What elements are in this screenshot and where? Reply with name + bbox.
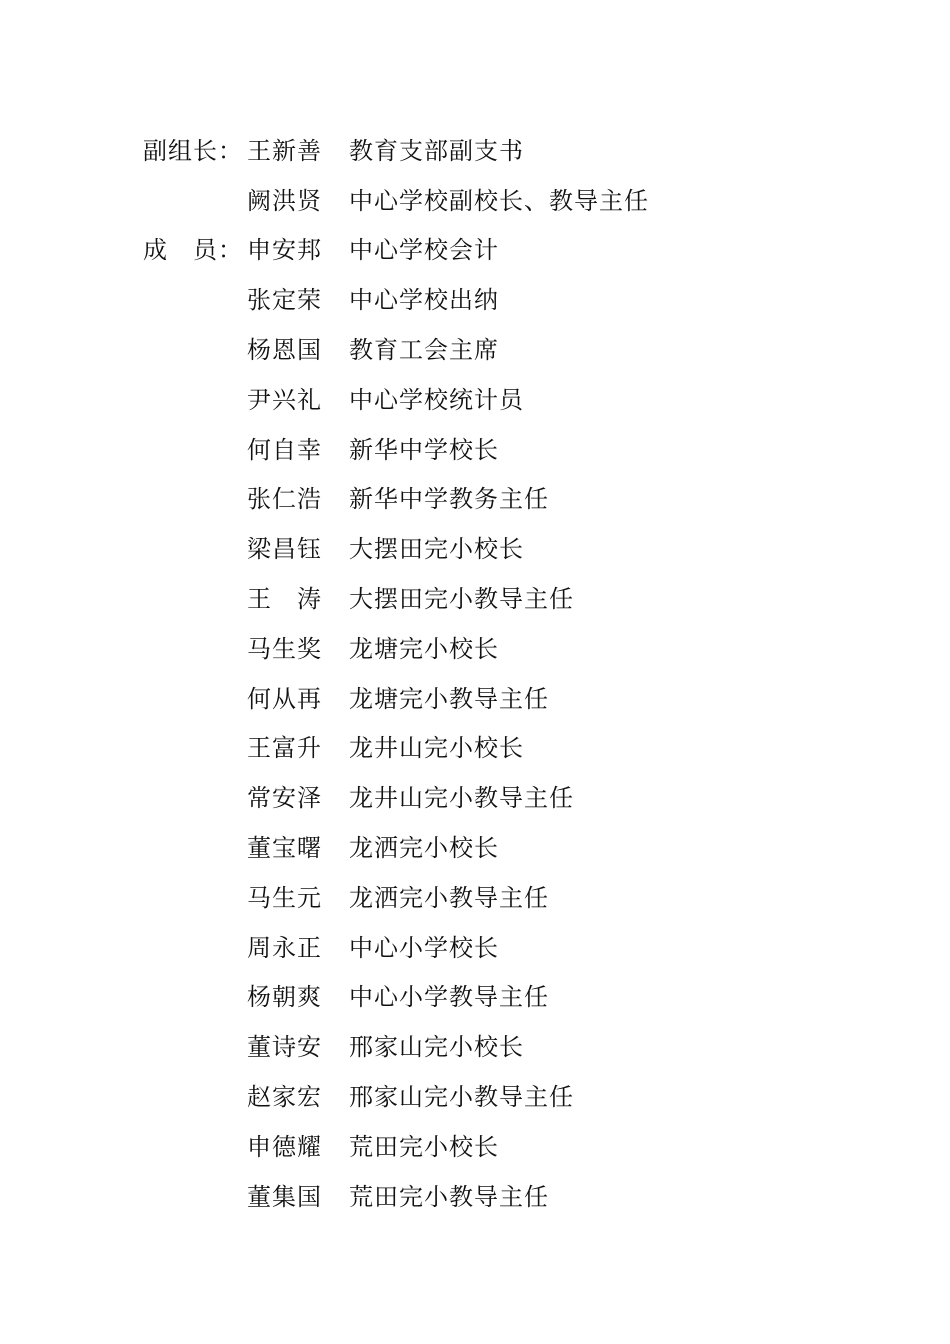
roster-row	[143, 923, 649, 973]
roster-member-name: 王 涛	[247, 585, 322, 614]
roster-member-name: 申安邦	[247, 236, 322, 265]
roster-row	[143, 176, 649, 226]
roster-row	[143, 1122, 649, 1172]
roster-member-position: 新华中学教务主任	[349, 485, 549, 514]
roster-row	[143, 524, 649, 574]
roster-member-name: 杨恩国	[247, 336, 322, 365]
roster-row	[143, 973, 649, 1023]
roster-member-name: 董诗安	[247, 1033, 322, 1062]
roster-row	[143, 275, 649, 325]
roster-role-label: 副组长：	[143, 136, 243, 165]
roster-member-name: 尹兴礼	[247, 385, 322, 414]
roster-member-position: 龙塘完小教导主任	[349, 684, 549, 713]
roster-member-position: 大摆田完小校长	[349, 535, 524, 564]
roster-member-position: 新华中学校长	[349, 435, 499, 464]
roster-row	[143, 325, 649, 375]
roster-member-position: 教育工会主席	[349, 336, 499, 365]
roster-row	[143, 724, 649, 774]
roster-member-position: 龙洒完小校长	[349, 834, 499, 863]
roster-member-position: 邢家山完小校长	[349, 1033, 524, 1062]
roster-member-name: 董集国	[247, 1182, 322, 1211]
roster-member-position: 中心学校会计	[349, 236, 499, 265]
roster-member-name: 何自幸	[247, 435, 322, 464]
roster-member-name: 阙洪贤	[247, 186, 322, 215]
roster-member-position: 龙洒完小教导主任	[349, 883, 549, 912]
roster-member-name: 梁昌钰	[247, 535, 322, 564]
roster-row	[143, 873, 649, 923]
roster-member-name: 申德耀	[247, 1132, 322, 1161]
roster-row	[143, 126, 649, 176]
roster-member-position: 邢家山完小教导主任	[349, 1083, 574, 1112]
roster-member-position: 中心小学校长	[349, 933, 499, 962]
roster-member-name: 何从再	[247, 684, 322, 713]
roster-row	[143, 375, 649, 425]
roster-row	[143, 1072, 649, 1122]
roster-member-name: 王富升	[247, 734, 322, 763]
roster-list	[143, 126, 649, 1222]
roster-row	[143, 674, 649, 724]
roster-member-name: 常安泽	[247, 784, 322, 813]
roster-row	[143, 1172, 649, 1222]
roster-row	[143, 823, 649, 873]
roster-member-position: 龙塘完小校长	[349, 634, 499, 663]
roster-member-name: 马生元	[247, 883, 322, 912]
roster-row	[143, 1022, 649, 1072]
roster-row	[143, 475, 649, 525]
roster-role-label: 成 员：	[143, 236, 243, 265]
roster-member-position: 中心学校统计员	[349, 385, 524, 414]
roster-member-name: 杨朝爽	[247, 983, 322, 1012]
roster-member-name: 张仁浩	[247, 485, 322, 514]
roster-member-position: 龙井山完小教导主任	[349, 784, 574, 813]
roster-member-position: 教育支部副支书	[349, 136, 524, 165]
roster-member-position: 中心小学教导主任	[349, 983, 549, 1012]
roster-row	[143, 624, 649, 674]
roster-row	[143, 773, 649, 823]
roster-row	[143, 226, 649, 276]
roster-member-name: 王新善	[247, 136, 322, 165]
roster-row	[143, 574, 649, 624]
roster-member-name: 董宝曙	[247, 834, 322, 863]
roster-member-name: 周永正	[247, 933, 322, 962]
roster-member-name: 张定荣	[247, 286, 322, 315]
roster-member-position: 大摆田完小教导主任	[349, 585, 574, 614]
roster-member-position: 中心学校出纳	[349, 286, 499, 315]
roster-member-position: 荒田完小教导主任	[349, 1182, 549, 1211]
roster-member-position: 荒田完小校长	[349, 1132, 499, 1161]
roster-member-name: 赵家宏	[247, 1083, 322, 1112]
roster-member-name: 马生奖	[247, 634, 322, 663]
roster-member-position: 龙井山完小校长	[349, 734, 524, 763]
roster-row	[143, 425, 649, 475]
roster-member-position: 中心学校副校长、教导主任	[349, 186, 649, 215]
